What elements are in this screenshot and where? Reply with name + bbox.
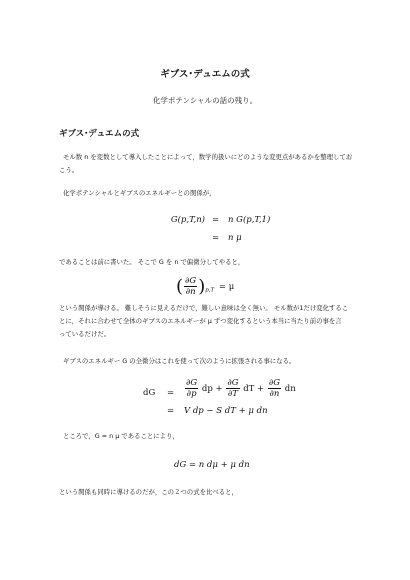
eq4-expression: dG = n dμ + μ dn — [174, 460, 250, 470]
eq3-term3-differential: dn — [284, 384, 296, 394]
eq2-subscript: p,T — [205, 287, 215, 294]
eq3-term1-numerator: ∂G — [186, 378, 198, 388]
eq3-equals-1: = — [167, 388, 175, 398]
paragraph-intro-line1: モル数 n を変数として導入したことによって，数学的扱いにどのような変更点があるかを整理してお — [63, 153, 353, 161]
eq3-term2-differential: dT — [243, 384, 255, 394]
eq3-term3-numerator: ∂G — [268, 378, 281, 388]
paragraph-meaning-line1: という関係が導ける。 難しそうに見えるだけで，難しい意味は全く無い。 モル数が1だけ変化するこ — [59, 304, 349, 312]
eq3-line2: V dp − S dT + μ dn — [184, 406, 268, 416]
eq3-term1-denominator: ∂p — [186, 389, 197, 399]
paragraph-meaning-line2: とに，それに合わせて全体のギブスのエネルギーが μ ずつ変化するという本当に当たり前の事を言 — [59, 317, 342, 325]
document-title: ギブス･デュエムの式 — [160, 69, 250, 80]
eq3-term2-fraction — [226, 378, 239, 399]
eq3-term1-fraction — [185, 378, 198, 399]
eq3-plus-2: + — [257, 384, 265, 394]
eq3-plus-1: + — [215, 384, 223, 394]
eq2-numerator: ∂G — [185, 276, 197, 286]
eq1-rhs-1: n G(p,T,1) — [228, 215, 271, 225]
eq3-term2-numerator: ∂G — [227, 378, 239, 388]
paragraph-meaning-line3: っているだけだ。 — [59, 330, 111, 338]
eq1-rhs-2: n μ — [228, 233, 242, 243]
eq2-denominator: ∂n — [185, 287, 196, 297]
eq2-right-paren: ) — [198, 276, 206, 297]
eq3-term2-denominator: ∂T — [227, 389, 238, 399]
document-subtitle: 化学ポテンシャルの話の残り。 — [152, 96, 258, 105]
eq3-term1-differential: dp — [201, 384, 213, 394]
paragraph-relation: 化学ポテンシャルとギブスのエネルギーとの関係が， — [63, 189, 216, 197]
section-heading: ギブス･デュエムの式 — [59, 129, 140, 139]
eq2-rhs: = μ — [218, 282, 235, 292]
eq3-term3-fraction — [268, 378, 281, 399]
eq3-equals-2: = — [167, 406, 175, 416]
eq1-lhs: G(p,T,n) — [170, 215, 205, 225]
eq3-lhs: dG — [143, 388, 156, 398]
eq3-term3-denominator: ∂n — [269, 389, 280, 399]
paragraph-partial: であることは前に書いた。 そこで G を n で偏微分してやると， — [59, 258, 245, 266]
paragraph-intro-line2: こう。 — [59, 166, 79, 174]
eq2-left-paren: ( — [176, 276, 184, 297]
eq1-equals-1: = — [212, 215, 220, 225]
equation-chemical-potential — [176, 276, 234, 297]
eq2-fraction — [184, 276, 197, 297]
eq1-equals-2: = — [212, 233, 220, 243]
paragraph-comparison: という関係も同時に導けるのだが，この２つの式を比べると， — [59, 488, 238, 496]
paragraph-total-differential: ギブスのエネルギー G の全微分はこれを使って次のように拡張される事になる。 — [63, 357, 296, 365]
equation-gibbs-duhem-differential — [174, 460, 250, 470]
paragraph-substitution: ところで，G = n μ であることにより， — [63, 432, 179, 440]
